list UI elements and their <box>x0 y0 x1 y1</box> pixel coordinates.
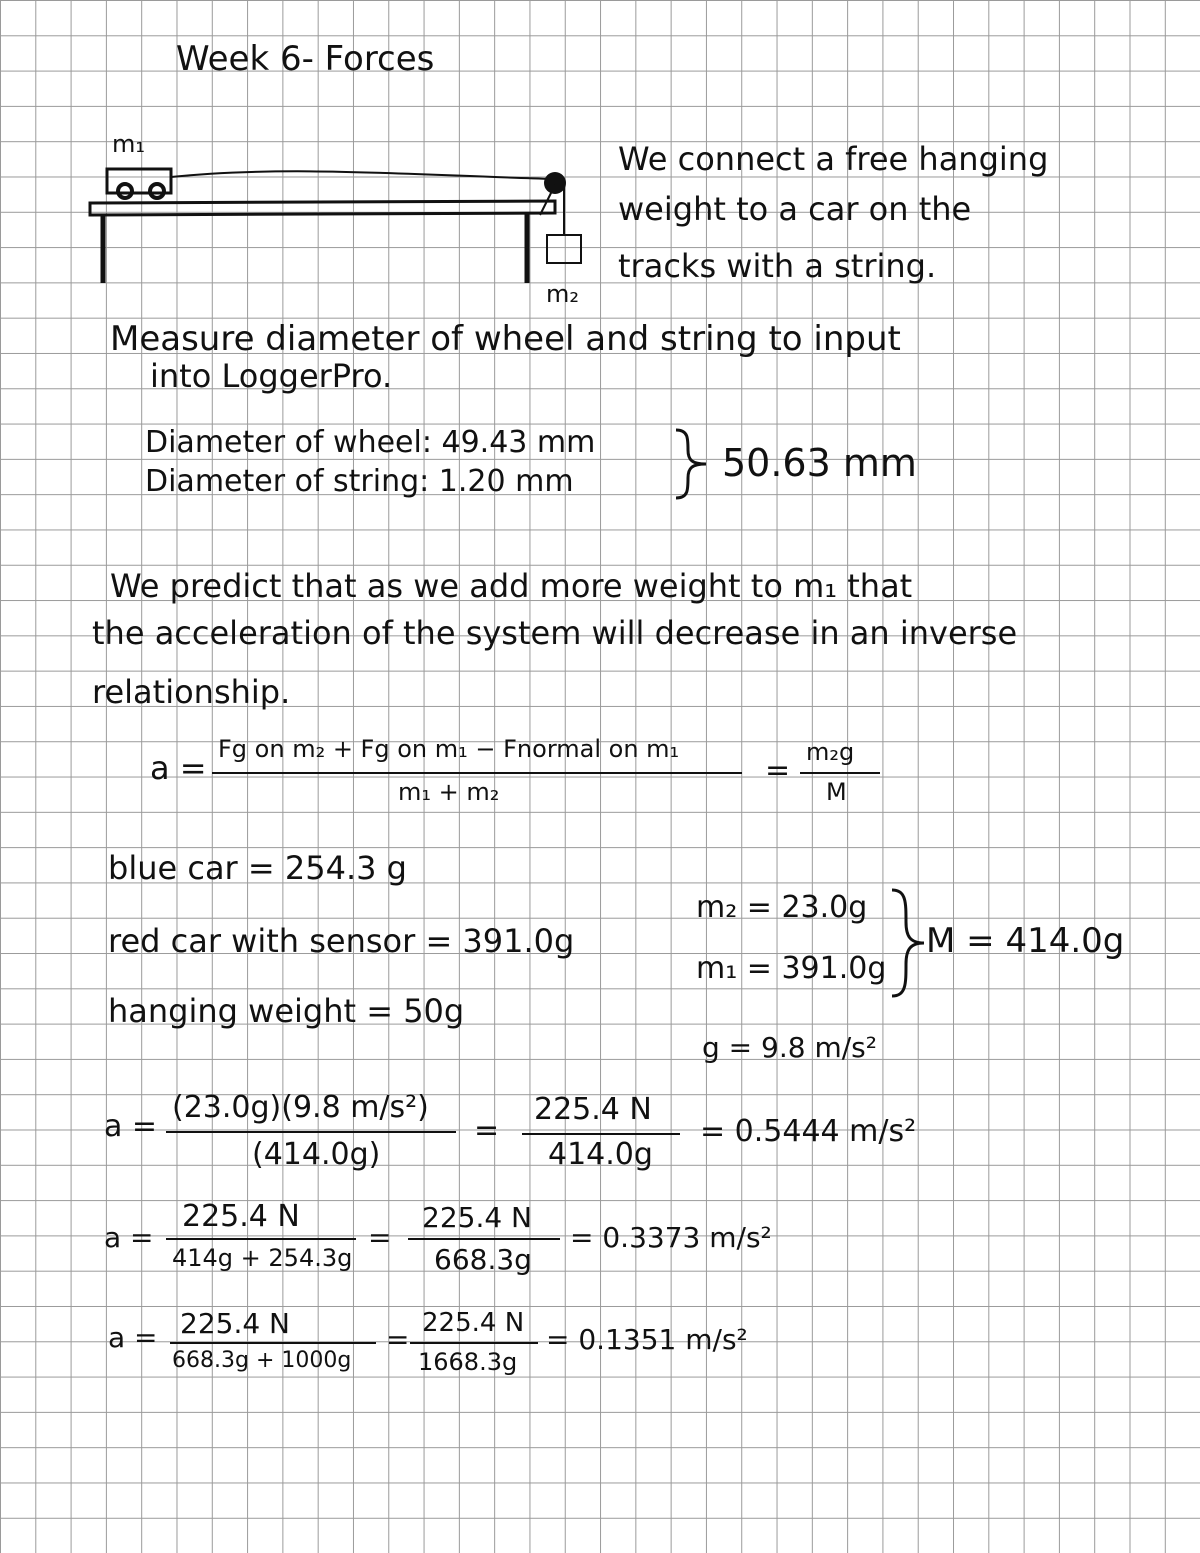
formula-rhs-bar <box>800 772 880 774</box>
m1-label: m₁ <box>112 130 145 158</box>
calc1-numerator: (23.0g)(9.8 m/s²) <box>172 1090 429 1125</box>
calc2-denominator: 414g + 254.3g <box>172 1244 353 1272</box>
m2-label: m₂ <box>546 280 579 308</box>
formula-rhs-denominator: M <box>826 778 847 806</box>
total-mass: M = 414.0g <box>926 921 1125 961</box>
formula-lhs: a = <box>150 749 207 787</box>
cart-pulley-diagram <box>85 125 595 315</box>
curly-brace-masses <box>888 888 928 998</box>
measure-line-2: into LoggerPro. <box>150 357 393 395</box>
blue-car-mass: blue car = 254.3 g <box>108 849 407 887</box>
calc1-result: = 0.5444 m/s² <box>700 1114 917 1149</box>
hanging-weight-mass: hanging weight = 50g <box>108 992 465 1030</box>
calc2-bar-2 <box>408 1238 560 1240</box>
calc3-lhs: a = <box>108 1321 158 1354</box>
calc1-numerator-2: 225.4 N <box>534 1092 652 1127</box>
intro-line-1: We connect a free hanging <box>618 140 1049 178</box>
calc3-bar <box>170 1342 376 1344</box>
calc1-bar <box>166 1131 456 1133</box>
formula-numerator: Fg on m₂ + Fg on m₁ − Fnormal on m₁ <box>218 735 680 763</box>
intro-line-2: weight to a car on the <box>618 190 972 228</box>
wheel-diameter: Diameter of wheel: 49.43 mm <box>145 425 596 460</box>
formula-rhs-numerator: m₂g <box>806 738 855 766</box>
calc3-numerator-2: 225.4 N <box>422 1308 525 1338</box>
calc2-lhs: a = <box>104 1221 154 1254</box>
string-diameter: Diameter of string: 1.20 mm <box>145 464 574 499</box>
calc1-denominator: (414.0g) <box>252 1137 381 1172</box>
calc2-result: = 0.3373 m/s² <box>570 1221 772 1254</box>
formula-equals: = <box>765 753 791 788</box>
calc1-equals: = <box>474 1113 500 1148</box>
calc2-equals: = <box>368 1221 392 1254</box>
curly-brace-diameters <box>672 428 712 500</box>
calc3-bar-2 <box>410 1342 538 1344</box>
calc3-denominator: 668.3g + 1000g <box>172 1348 352 1373</box>
m1-value: m₁ = 391.0g <box>696 951 887 986</box>
prediction-line-1: We predict that as we add more weight to m₁ that <box>110 567 913 605</box>
calc3-result: = 0.1351 m/s² <box>546 1323 748 1356</box>
calc1-lhs: a = <box>104 1109 158 1144</box>
calc2-numerator: 225.4 N <box>182 1199 300 1234</box>
calc2-bar <box>166 1238 356 1240</box>
measure-line-1: Measure diameter of wheel and string to input <box>110 319 901 359</box>
calc3-equals: = <box>386 1323 410 1356</box>
calc1-denominator-2: 414.0g <box>548 1137 653 1172</box>
formula-denominator: m₁ + m₂ <box>398 778 500 806</box>
formula-bar <box>212 772 742 774</box>
page-title: Week 6- Forces <box>176 39 435 79</box>
calc3-denominator-2: 1668.3g <box>418 1348 518 1376</box>
red-car-mass: red car with sensor = 391.0g <box>108 922 575 960</box>
calc2-denominator-2: 668.3g <box>434 1243 532 1276</box>
m2-value: m₂ = 23.0g <box>696 890 868 925</box>
prediction-line-3: relationship. <box>92 673 291 711</box>
prediction-line-2: the acceleration of the system will decrease in an inverse <box>92 614 1018 652</box>
calc3-numerator: 225.4 N <box>180 1307 291 1340</box>
calc1-bar-2 <box>522 1133 680 1135</box>
intro-line-3: tracks with a string. <box>618 247 937 285</box>
calc2-numerator-2: 225.4 N <box>422 1201 533 1234</box>
gravity-value: g = 9.8 m/s² <box>702 1031 877 1064</box>
total-diameter: 50.63 mm <box>722 441 917 485</box>
